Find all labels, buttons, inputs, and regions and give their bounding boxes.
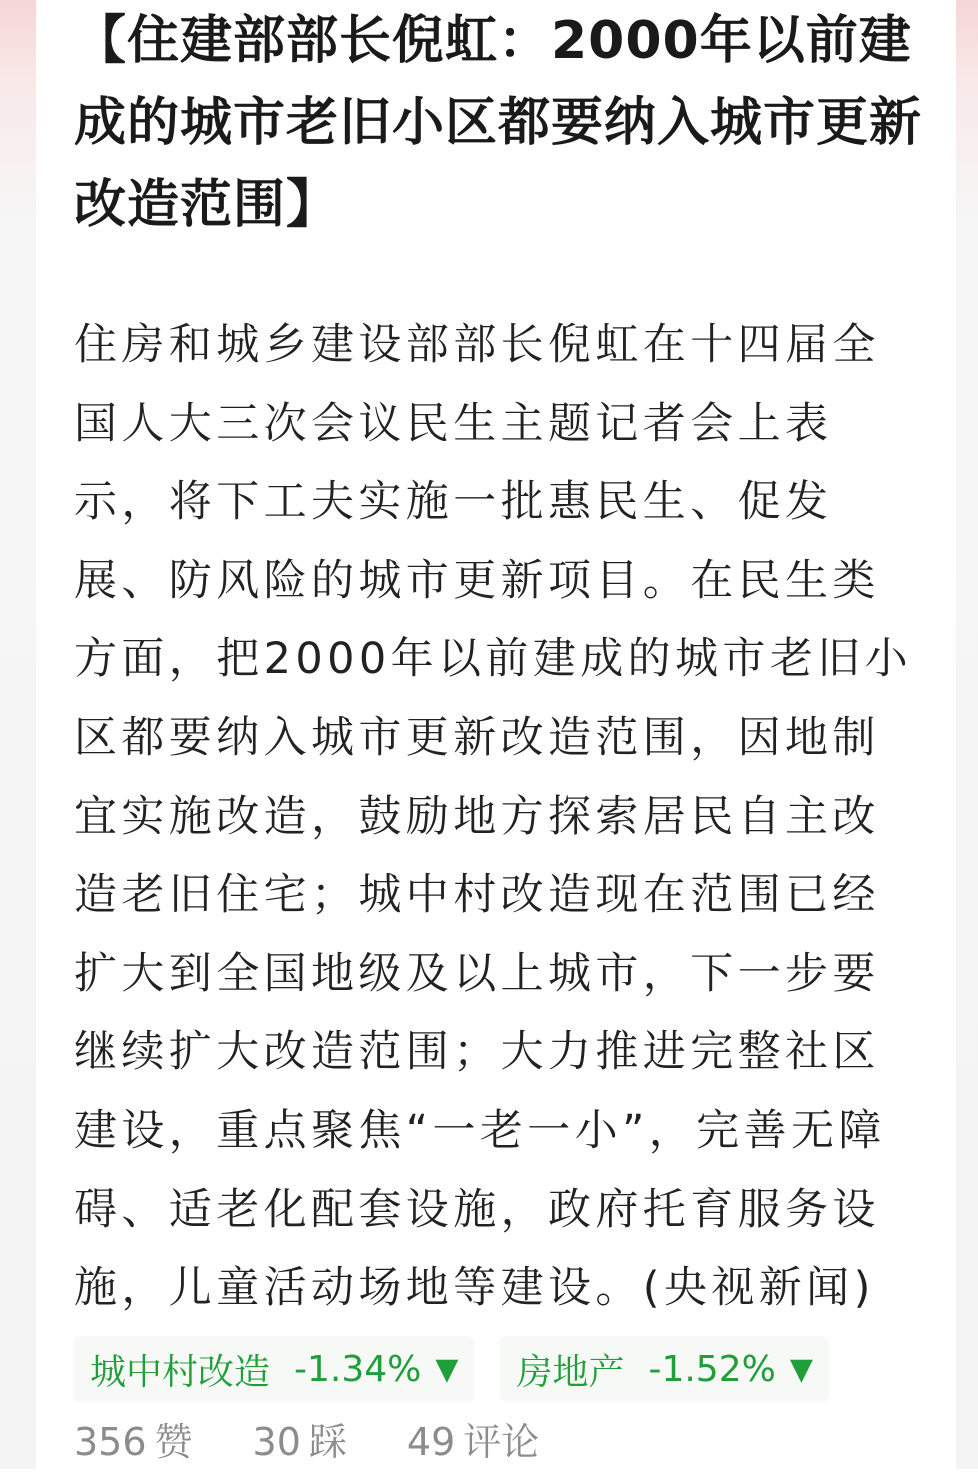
engagement-stats xyxy=(74,1412,539,1472)
comment-button[interactable] xyxy=(407,1412,539,1472)
post-body: 住房和城乡建设部部长倪虹在十四届全国人大三次会议民生主题记者会上表示，将下工夫实施一批惠民生、促发展、防风险的城市更新项目。在民生类方面，把2000年以前建成的城市老旧小区都要纳入城市更新改造范围，因地制宜实施改造，鼓励地方探索居民自主改造老旧住宅；城中村改造现在范围已经扩大到全国地级及以上城市，下一步要继续扩大改造范围；大力推进完整社区建设，重点聚焦“一老一小”，完善无障碍、适老化配套设施，政府托育服务设施，儿童活动场地等建设。(央视新闻) xyxy=(74,320,913,1314)
stock-tag-real-estate[interactable] xyxy=(500,1336,828,1402)
down-arrow-icon: ▼ xyxy=(789,1351,813,1387)
post-title: 【住建部部长倪虹：2000年以前建成的城市老旧小区都要纳入城市更新改造范围】 xyxy=(74,11,923,235)
right-edge-gradient xyxy=(956,0,978,1469)
like-label: 赞 xyxy=(154,1420,193,1464)
stock-tag-name: 房地产 xyxy=(516,1351,625,1393)
stock-tag-change: -1.34% xyxy=(294,1348,422,1390)
comment-label: 评论 xyxy=(463,1420,540,1464)
comment-count: 49 xyxy=(406,1420,456,1464)
down-arrow-icon: ▼ xyxy=(435,1351,459,1387)
dislike-count: 30 xyxy=(252,1420,301,1464)
post-card xyxy=(36,0,956,1469)
stock-tag-change: -1.52% xyxy=(648,1348,776,1390)
stock-tag-name: 城中村改造 xyxy=(90,1351,271,1393)
left-edge-gradient xyxy=(0,0,36,1469)
like-button[interactable] xyxy=(74,1412,193,1472)
stock-tags xyxy=(74,1336,829,1402)
stock-tag-urban-village[interactable] xyxy=(74,1336,474,1402)
dislike-button[interactable] xyxy=(253,1412,347,1472)
like-count: 356 xyxy=(74,1420,147,1464)
dislike-label: 踩 xyxy=(308,1420,347,1464)
